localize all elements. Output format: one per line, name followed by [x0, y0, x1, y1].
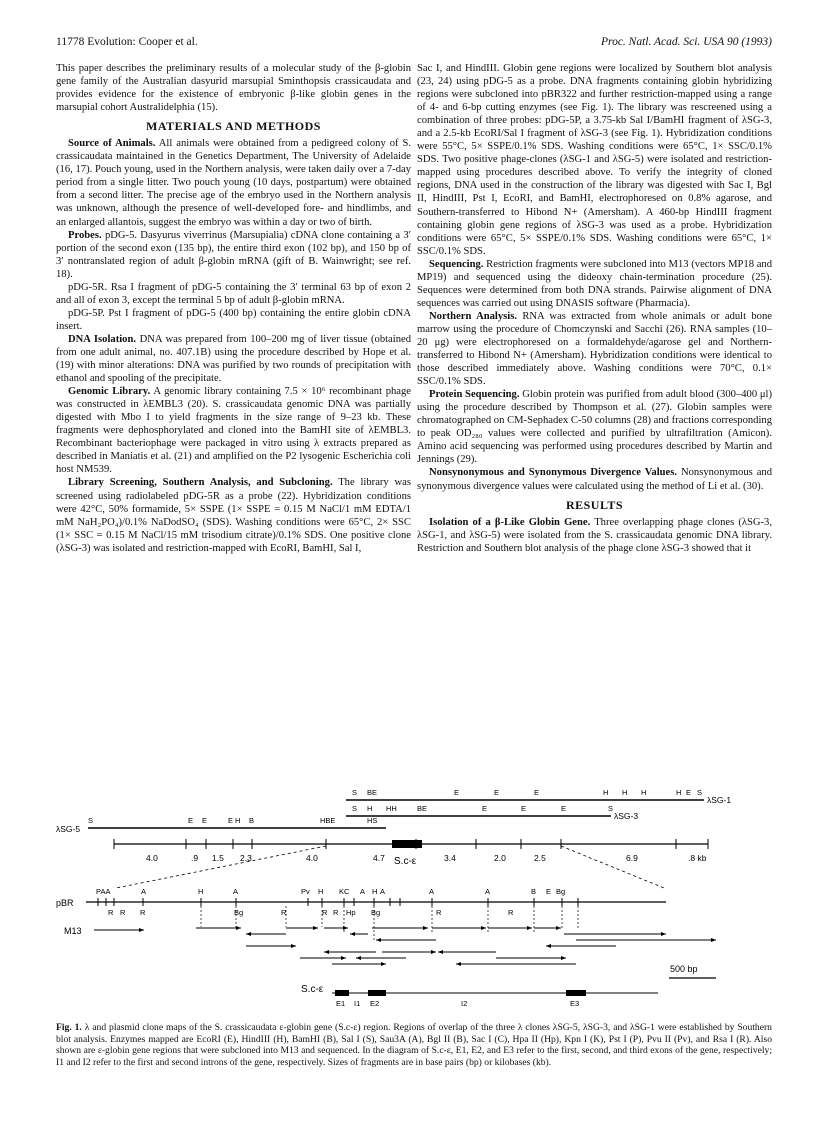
protein-paragraph [417, 388, 772, 466]
dna-paragraph [56, 333, 411, 385]
label-sg3: λSG-3 [614, 811, 639, 821]
probe2-paragraph: pDG-5R. Rsa I fragment of pDG-5 containing the 3′ terminal 63 bp of exon 2 and all of exon 3, except the terminal 5 bp of adult β-globin mRNA. [56, 281, 411, 306]
continued-paragraph: Sac I, and HindIII. Globin gene regions were localized by Southern blot analysis (23, 24) using pDG-5 as a probe. DNA fragments containing globin hybridizing regions were subcloned into pBR322 and further restriction-mapped using a range of 4- and 6-bp cutting enzymes (see Fig. 1). The library was rescreened using a combination of three probes: pDG-5P, a 3.75-kb Sal I/BamHI fragment of λSG-3, and a 2.5-kb EcoRI/Sal I fragment of λSG-3 (see Fig. 1). Hybridization conditions were 55°C, 5× SSPE/0.1% SDS. Washing conditions were 65°C, 1× SSC/0.1% SDS. Two positive phage-clones (λSG-1 and λSG-5) were isolated and restriction-mapped using procedures described above. To verify the integrity of cloned regions, DNA used in the construction of the library was digested with Sac I, Bgl II, HindIII, Pst I, EcoRI, and BamHI, electrophoresed on 0.8% agarose, and Southern-transferred to Hibond N+ (Amersham). A 460-bp HindIII fragment containing globin gene regions of λSG-3 was used as a probe. Hybridization conditions were 65°C, 5× SSPE/0.1% SDS. Washing conditions were 65°C, 1× SSC/0.1% SDS. [417, 63, 772, 257]
svg-text:E: E [482, 804, 488, 813]
svg-text:R: R [436, 908, 442, 917]
library-paragraph [56, 385, 411, 476]
sequencing-head: Sequencing. [429, 258, 484, 270]
svg-text:H: H [641, 788, 647, 797]
size-label: .9 [191, 853, 199, 863]
svg-text:E: E [686, 788, 692, 797]
sequencing-body: Restriction fragments were subcloned into M13 (vectors MP18 and MP19) and sequenced using the dideoxy chain-termination procedure (25). Sequences were determined from both DNA strands. Pairwise alignment of DNA sequences was carried out using DNASIS software (Pharmacia). [417, 258, 772, 309]
figure-1 [56, 782, 772, 1016]
library-body: A genomic library containing 7.5 × 10⁶ recombinant phage was constructed in λEMBL3 (20). S. crassicaudata genomic DNA was partially digested with Mbo I to yield fragments in the size range of 9–23 kb. These fragments were dephosphorylated and cloned into the BamHI site of λEMBL3. Recombinant bacteriophage were packaged in vitro using λ extracts prepared as described in Maniatis et al. (21) and amplified on the P2 lysogenic Escherichia coli host NM539. [56, 386, 412, 476]
svg-text:B: B [531, 887, 537, 896]
protein-head: Protein Sequencing. [429, 389, 520, 401]
svg-text:R: R [322, 908, 328, 917]
svg-text:R: R [140, 908, 146, 917]
exon-1 [335, 990, 349, 996]
pbr-label: pBR [56, 898, 74, 908]
svg-text:A: A [233, 887, 239, 896]
nonsyn-paragraph [417, 466, 772, 492]
right-column [417, 62, 772, 555]
svg-text:E: E [561, 804, 567, 813]
svg-text:E: E [228, 816, 234, 825]
svg-text:H: H [603, 788, 609, 797]
svg-text:Bg: Bg [371, 908, 381, 917]
probes-paragraph [56, 229, 411, 281]
svg-text:Hp: Hp [346, 908, 356, 917]
source-paragraph [56, 137, 411, 228]
svg-text:S: S [697, 788, 703, 797]
svg-text:Bg: Bg [556, 887, 566, 896]
dna-body: DNA was prepared from 100–200 mg of liver tissue (obtained from one adult animal, no. 407.1B) using the procedure described by Hope et al. (19) with minor alterations: DNA was purified by two rounds of precipitation with ethanol and spooling of the precipitate. [56, 333, 411, 385]
header-left: 11778 Evolution: Cooper et al. [56, 36, 198, 48]
isolation-paragraph [417, 516, 772, 555]
svg-text:H: H [198, 887, 204, 896]
svg-text:E: E [188, 816, 194, 825]
svg-text:E: E [454, 788, 460, 797]
source-head: Source of Animals. [68, 138, 156, 150]
svg-text:HBE: HBE [320, 816, 336, 825]
northern-body: RNA was extracted from whole animals or adult bone marrow using the procedure of Chomczynski and Sacchi (26). RNA samples (10–20 μg) were electrophoresed on a formaldehyde/agarose gel and Northern-transferred to Hibond N+ (Amersham). Hybridization conditions were identical to those described immediately above. Washing conditions were 70°C, 0.1× SSC/0.1% SDS. [417, 310, 772, 388]
protein-body: Globin protein was purified from adult blood (300–400 μl) using the procedure described by Thompson et al. (27). Globin samples were chromatographed on CM-Sephadex C-50 columns (28) and fractions corresponding to peak OD₂₈₀ values were collected and purified by ultrafiltration (Amicon). Amino acid sequencing was performed using procedures described by Martin and Jennings (29). [417, 389, 772, 466]
sequencing-paragraph [417, 258, 772, 310]
probes-body: pDG-5. Dasyurus viverrinus (Marsupialia) cDNA clone containing a 3′ portion of the second exon (135 bp), the entire third exon (102 bp), and 150 bp of 3′ nontranslated region of adult β-globin mRNA (gift of B. Wainwright; see ref. 18). [56, 229, 411, 280]
exon-label: I1 [354, 999, 361, 1008]
svg-text:H: H [676, 788, 682, 797]
svg-text:R: R [281, 908, 287, 917]
svg-text:R: R [108, 908, 114, 917]
gene-structure-label: S.c-ε [301, 984, 324, 995]
size-label: 4.0 [306, 853, 318, 863]
library-head: Genomic Library. [68, 386, 151, 398]
gene-label: S.c-ε [394, 856, 417, 867]
size-label: 3.4 [444, 853, 456, 863]
svg-text:H: H [622, 788, 628, 797]
exon-label: I2 [461, 999, 468, 1008]
svg-text:H: H [235, 816, 241, 825]
isolation-head: Isolation of a β-Like Globin Gene. [429, 516, 591, 528]
scale-bar-label: 500 bp [670, 964, 698, 974]
size-label: 2.0 [494, 853, 506, 863]
svg-text:Pv: Pv [301, 887, 310, 896]
size-label: 4.0 [146, 853, 158, 863]
svg-text:KC: KC [339, 887, 350, 896]
size-label: 2.5 [534, 853, 546, 863]
svg-text:H: H [318, 887, 324, 896]
intro-paragraph: This paper describes the preliminary results of a molecular study of the β-globin gene family of the Australian dasyurid marsupial Sminthopsis crassicaudata and provides evidence for the existence of embryonic β-like globin genes in the marsupial cohort Australidelphia (15). [56, 63, 411, 114]
label-sg1: λSG-1 [707, 795, 732, 805]
m13-arrows [94, 926, 716, 966]
svg-text:E: E [494, 788, 500, 797]
svg-text:H: H [367, 804, 373, 813]
svg-text:S: S [608, 804, 614, 813]
page-header [56, 36, 772, 52]
size-label: 1.5 [212, 853, 224, 863]
svg-text:E: E [546, 887, 552, 896]
svg-text:E: E [534, 788, 540, 797]
label-sg5: λSG-5 [56, 824, 81, 834]
isolation-body: Three overlapping phage clones (λSG-3, λSG-1, and λSG-5) were isolated from the S. crassicaudata genomic DNA library. Restriction and Southern blot analysis of the phage clone λSG-3 showed that it [417, 516, 772, 554]
svg-text:Bg: Bg [234, 908, 244, 917]
svg-text:H: H [372, 887, 378, 896]
svg-text:R: R [120, 908, 126, 917]
svg-text:BE: BE [367, 788, 378, 797]
nonsyn-head: Nonsynonymous and Synonymous Divergence Values. [429, 467, 678, 479]
m13-label: M13 [64, 926, 82, 936]
size-label: 6.9 [626, 853, 638, 863]
svg-text:A: A [485, 887, 491, 896]
exon-2 [368, 990, 386, 996]
source-body: All animals were obtained from a pedigreed colony of S. crassicaudata maintained in the Genetics Department, The University of Adelaide (16, 17). Pouch young, used in the Northern analysis, were taken daily over a 7-day period from a single litter. Two pouch young (10 days, postpartum) were obtained from a second litter. The precise age of the embryo used in the Northern analysis was unknown, although the presence of well-developed fore- and hindlimbs, and an enlarged allantois, suggest the embryo was within a day or two of birth. [56, 138, 411, 228]
svg-text:A: A [141, 887, 147, 896]
size-label: 4.7 [373, 853, 385, 863]
svg-text:E: E [521, 804, 527, 813]
exon-label: E3 [570, 999, 580, 1008]
svg-text:HH: HH [386, 804, 397, 813]
nonsyn-body: Nonsynonymous and synonymous divergence values were calculated using the method of Li et al. (30). [417, 467, 773, 492]
exon-label: E2 [370, 999, 380, 1008]
svg-text:B: B [249, 816, 255, 825]
svg-text:PAA: PAA [96, 887, 111, 896]
size-label: .8 kb [688, 853, 707, 863]
svg-text:S: S [352, 804, 358, 813]
dna-head: DNA Isolation. [68, 333, 137, 345]
left-column [56, 62, 411, 555]
size-label: 2.3 [240, 853, 252, 863]
screening-head: Library Screening, Southern Analysis, and Subcloning. [68, 477, 333, 489]
svg-text:E: E [202, 816, 208, 825]
northern-paragraph [417, 310, 772, 388]
probes-head: Probes. [68, 229, 102, 241]
screening-body: The library was screened using radiolabeled pDG-5R as a probe (22). Hybridization conditions were 42°C, 50% formamide, 5× SSPE (1× SSPE = 0.15 M NaCl/1 mM EDTA/1 mM NaH₂PO₄)/0.1% NaDodSO₄ (SDS). Washing conditions were 65°C, 2× SSC (1× SSC = 0.15 M NaCl/15 mM trisodium citrate)/0.1% SDS. One positive clone (λSG-3) was isolated and restriction-mapped with EcoRI, BamHI, Sal I, [56, 477, 411, 554]
probe3-paragraph: pDG-5P. Pst I fragment of pDG-5 (400 bp) containing the entire globin cDNA insert. [56, 307, 411, 332]
clone-map-diagram [56, 782, 772, 1016]
svg-text:A: A [429, 887, 435, 896]
screening-paragraph [56, 476, 411, 554]
gene-block [392, 840, 422, 848]
svg-text:S: S [88, 816, 94, 825]
caption-head: Fig. 1. [56, 1022, 82, 1033]
northern-head: Northern Analysis. [429, 310, 518, 322]
results-title: RESULTS [565, 497, 624, 512]
svg-text:BE: BE [417, 804, 428, 813]
figure-caption [56, 1022, 772, 1068]
svg-text:R: R [508, 908, 514, 917]
svg-text:R: R [333, 908, 339, 917]
caption-body: λ and plasmid clone maps of the S. crassicaudata ε-globin gene (S.c-ε) region. Regions of overlap of the three λ clones λSG-5, λSG-3, and λSG-1 were established by Southern blot analysis. Enzymes mapped are EcoRI (E), HindIII (H), BamHI (B), Sal I (S), Sau3A (A), Bgl II (B), Sac I (C), Hpa II (Hp), Kpn I (K), Pst I (P), Pvu II (Pv), and Rsa I (R). Also shown are ε-globin gene regions that were subcloned into M13 and sequenced. In the diagram of S.c-ε, E1, E2, and E3 refer to the first, second, and third exons of the gene, respectively; I1 and I2 refer to the first and second introns of the gene, respectively. Sizes of fragments are in base pairs (bp) or kilobases (kb). [56, 1022, 772, 1068]
svg-text:HS: HS [367, 816, 378, 825]
methods-title: MATERIALS AND METHODS [146, 119, 321, 134]
svg-text:A: A [360, 887, 366, 896]
svg-text:A: A [380, 887, 386, 896]
svg-text:S: S [352, 788, 358, 797]
exon-3 [566, 990, 586, 996]
header-right: Proc. Natl. Acad. Sci. USA 90 (1993) [601, 36, 772, 48]
exon-label: E1 [336, 999, 346, 1008]
